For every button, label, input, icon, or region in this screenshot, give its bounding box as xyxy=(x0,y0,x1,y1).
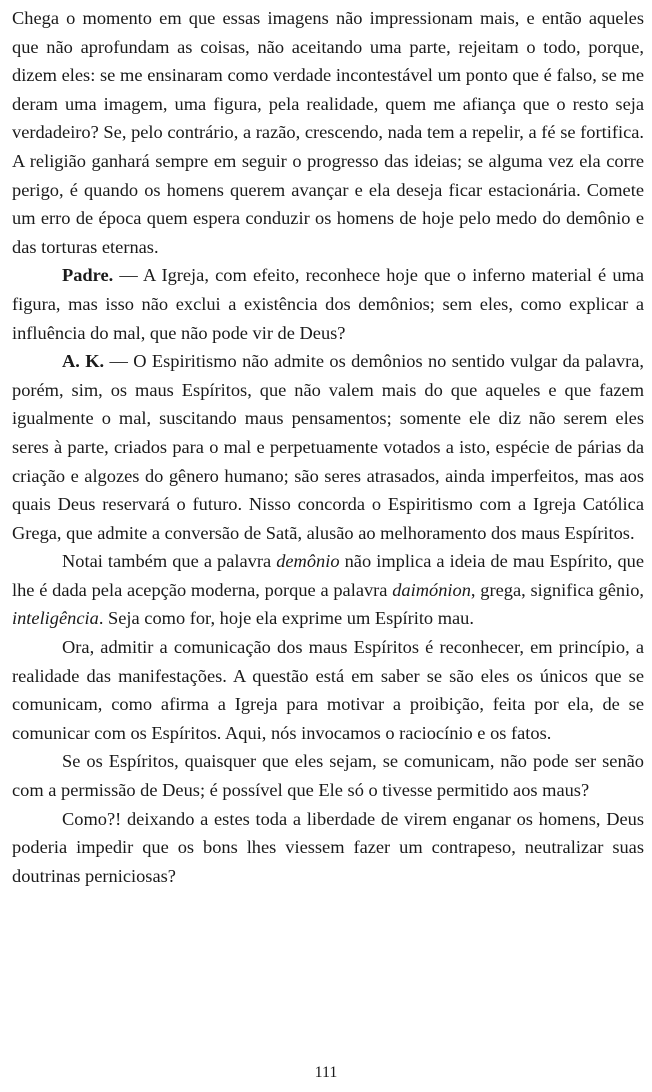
paragraph-5-text: Ora, admitir a comunicação dos maus Espíritos é reconhecer, em princípio, a realidade das manifestações. A questão está em saber se são eles os únicos que se comunicam, como afirma a Igreja para motivar a proibição, feita por ela, de se comunicar com os Espíritos. Aqui, nós invocamos o raciocínio e os fatos. xyxy=(12,637,644,743)
paragraph-3 xyxy=(12,347,644,547)
paragraph-4-text-middle: não implica a ideia de mau Espírito, que lhe é dada pela acepção moderna, porque a palavra xyxy=(12,551,644,600)
speaker-padre: Padre. xyxy=(62,265,114,286)
paragraph-4 xyxy=(12,547,644,633)
term-inteligencia: inteligência xyxy=(12,608,99,629)
paragraph-5 xyxy=(12,633,644,747)
paragraph-3-text: — O Espiritismo não admite os demônios no sentido vulgar da palavra, porém, sim, os maus Espíritos, que não valem mais do que aqueles e que fazem igualmente o mal, suscitando maus pensamentos; somente ele diz não serem eles seres à parte, criados para o mal e perpetuamente votados a isto, espécie de párias da criação e algozes do gênero humano; são seres atrasados, ainda imperfeitos, mas aos quais Deus reservará o futuro. Nisso concorda o Espiritismo com a Igreja Católica Grega, que admite a conversão de Satã, alusão ao melhoramento dos maus Espíritos. xyxy=(12,351,644,543)
term-demonio: demônio xyxy=(276,551,340,572)
paragraph-4-text-after: . Seja como for, hoje ela exprime um Espírito mau. xyxy=(98,608,474,629)
paragraph-2 xyxy=(12,261,644,347)
paragraph-7-text: Como?! deixando a estes toda a liberdade de virem enganar os homens, Deus poderia impedir que os bons lhes viessem fazer um contrapeso, neutralizar suas doutrinas perniciosas? xyxy=(12,808,644,886)
page-body xyxy=(12,4,644,890)
speaker-ak: A. K. xyxy=(62,351,105,372)
paragraph-4-text-middle2: , grega, significa gênio, xyxy=(470,579,644,600)
paragraph-6 xyxy=(12,747,644,804)
paragraph-1 xyxy=(12,4,644,261)
paragraph-2-text: — A Igreja, com efeito, reconhece hoje que o inferno material é uma figura, mas isso não exclui a existência dos demônios; sem eles, como explicar a influência do mal, que não pode vir de Deus? xyxy=(12,265,644,343)
term-daimonion: daimónion xyxy=(392,579,471,600)
paragraph-1-text: Chega o momento em que essas imagens não impressionam mais, e então aqueles que não aprofundam as coisas, não aceitando uma parte, rejeitam o todo, porque, dizem eles: se me ensinaram como verdade incontestável um ponto que é falso, se me deram uma imagem, uma figura, pela realidade, quem me afiança que o resto seja verdadeiro? Se, pelo contrário, a razão, crescendo, nada tem a repelir, a fé se fortifica. A religião ganhará sempre em seguir o progresso das ideias; se alguma vez ela corre perigo, é quando os homens querem avançar e ela deseja ficar estacionária. Comete um erro de época quem espera conduzir os homens de hoje pelo medo do demônio e das torturas eternas. xyxy=(12,8,644,257)
paragraph-7 xyxy=(12,805,644,891)
paragraph-6-text: Se os Espíritos, quaisquer que eles sejam, se comunicam, não pode ser senão com a permissão de Deus; é possível que Ele só o tivesse permitido aos maus? xyxy=(12,751,644,801)
page-number: 111 xyxy=(314,1064,338,1081)
paragraph-4-text-before: Notai também que a palavra xyxy=(62,551,277,572)
